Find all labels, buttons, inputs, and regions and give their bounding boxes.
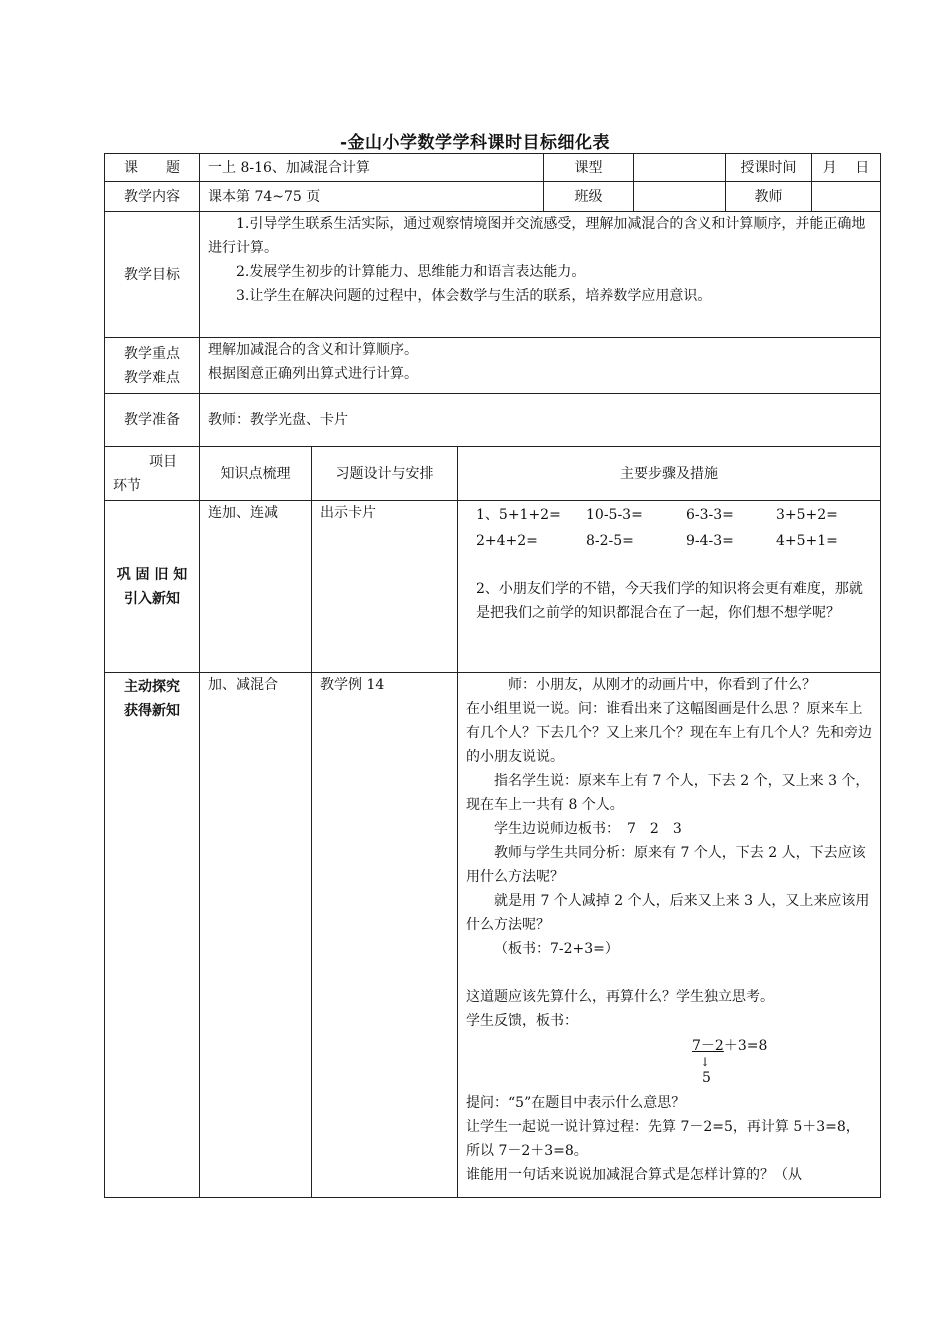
step-paragraph: （板书：7-2+3=） (494, 941, 619, 957)
row-key-points (105, 338, 881, 394)
key-point-text: 理解加减混合的含义和计算顺序。 (208, 342, 418, 358)
row-content (105, 182, 881, 212)
teacher-label: 教师 (726, 182, 812, 212)
explore-stage-line2: 获得新知 (124, 703, 180, 719)
calc-item: 2+4+2= (476, 533, 538, 549)
step-paragraph: 就是用 7 个人减掉 2 个人，后来又上来 3 人，又上来应该用什么方法呢？ (466, 893, 870, 933)
review-knowledge: 连加、连减 (200, 501, 312, 673)
review-steps (458, 501, 881, 673)
class-value (634, 182, 726, 212)
row-goals (105, 212, 881, 338)
step-paragraph: 谁能用一句话来说说加减混合算式是怎样计算的？（从 (466, 1167, 802, 1183)
stage-header-line2: 环节 (113, 477, 141, 494)
down-arrow-icon: ↓ (700, 1055, 711, 1069)
lesson-plan-table (104, 153, 881, 1198)
explore-steps (458, 673, 881, 1198)
calc-item: 6-3-3= (686, 507, 734, 523)
row-section-review (105, 501, 881, 673)
step-paragraph: 学生反馈，板书： (466, 1013, 578, 1029)
calc-row-2 (476, 527, 872, 553)
time-label: 授课时间 (726, 154, 812, 182)
formula-remainder: ＋3=8 (723, 1038, 768, 1054)
lesson-type-value (634, 154, 726, 182)
key-points-content (200, 338, 881, 394)
review-exercise: 出示卡片 (312, 501, 458, 673)
calc-item: 4+5+1= (776, 533, 838, 549)
content-label: 教学内容 (105, 182, 200, 212)
row-prep (105, 394, 881, 447)
goal-item: 1.引导学生联系生活实际，通过观察情境图并交流感受，理解加减混合的含义和计算顺序，并能正确地进行计算。 (208, 216, 866, 256)
row-topic (105, 154, 881, 182)
difficulty-label: 教学难点 (124, 369, 180, 386)
difficulty-text: 根据图意正确列出算式进行计算。 (208, 366, 418, 382)
calc-row-1 (476, 501, 872, 527)
exercise-header: 习题设计与安排 (312, 447, 458, 501)
review-stage-line2: 引入新知 (124, 590, 180, 607)
goal-item: 3.让学生在解决问题的过程中，体会数学与生活的联系，培养数学应用意识。 (236, 288, 712, 304)
step-paragraph: 指名学生说：原来车上有 7 个人，下去 2 个，又上来 3 个，现在车上一共有 8 个人。 (466, 773, 870, 813)
calc-item: 3+5+2= (776, 507, 838, 523)
step-paragraph: 教师与学生共同分析：原来有 7 个人，下去 2 人，下去应该用什么方法呢？ (466, 845, 866, 885)
key-point-label: 教学重点 (124, 345, 180, 362)
content-value: 课本第 74~75 页 (200, 182, 544, 212)
step-paragraph: 师：小朋友，从刚才的动画片中，你看到了什么？ (508, 677, 816, 693)
time-value: 月 日 (812, 154, 881, 182)
explore-stage (105, 673, 200, 1198)
document-title: -金山小学数学学科课时目标细化表 (339, 133, 611, 153)
calc-item: 8-2-5= (586, 533, 634, 549)
steps-header: 主要步骤及措施 (458, 447, 881, 501)
explore-stage-line1: 主动探究 (124, 679, 180, 695)
formula-intermediate-result: 5 (702, 1070, 711, 1086)
step-paragraph: 学生边说师边板书： 7 2 3 (494, 821, 682, 837)
goals-label: 教学目标 (105, 212, 200, 338)
topic-value: 一上 8-16、加减混合计算 (200, 154, 544, 182)
row-column-headers (105, 447, 881, 501)
calc-item: 1、5+1+2= (476, 507, 561, 523)
explore-exercise: 教学例 14 (312, 673, 458, 1198)
teacher-value (812, 182, 881, 212)
review-text: 2、小朋友们学的不错，今天我们学的知识将会更有难度，那就是把我们之前学的知识都混合在了一起，你们想不想学呢？ (476, 581, 863, 621)
lesson-type-label: 课型 (544, 154, 634, 182)
calc-item: 9-4-3= (686, 533, 734, 549)
review-stage (105, 501, 200, 673)
step-paragraph: 提问：“5”在题目中表示什么意思？ (466, 1095, 686, 1111)
step-paragraph: 在小组里说一说。问：谁看出来了这幅图画是什么思 ？原来车上有几个人？下去几个？又上来几个？现在车上有几个人？先和旁边的小朋友说说。 (466, 701, 872, 765)
step-paragraph: 让学生一起说一说计算过程：先算 7－2=5，再计算 5＋3=8，所以 7－2＋3=8。 (466, 1119, 860, 1159)
stage-header-line1: 项目 (149, 453, 177, 470)
formula-first-step: 7－2 (692, 1038, 724, 1054)
topic-label: 课 题 (105, 154, 200, 182)
knowledge-header: 知识点梳理 (200, 447, 312, 501)
class-label: 班级 (544, 182, 634, 212)
row-section-explore (105, 673, 881, 1198)
prep-value: 教师：教学光盘、卡片 (200, 394, 881, 447)
stage-header (105, 447, 200, 501)
key-points-label (105, 338, 200, 394)
step-paragraph: 这道题应该先算什么，再算什么？学生独立思考。 (466, 989, 774, 1005)
goal-item: 2.发展学生初步的计算能力、思维能力和语言表达能力。 (236, 264, 586, 280)
prep-label: 教学准备 (105, 394, 200, 447)
goals-content (200, 212, 881, 338)
board-formula (692, 1033, 872, 1091)
explore-knowledge: 加、减混合 (200, 673, 312, 1198)
review-stage-line1: 巩 固 旧 知 (116, 566, 188, 583)
calc-item: 10-5-3= (586, 507, 643, 523)
